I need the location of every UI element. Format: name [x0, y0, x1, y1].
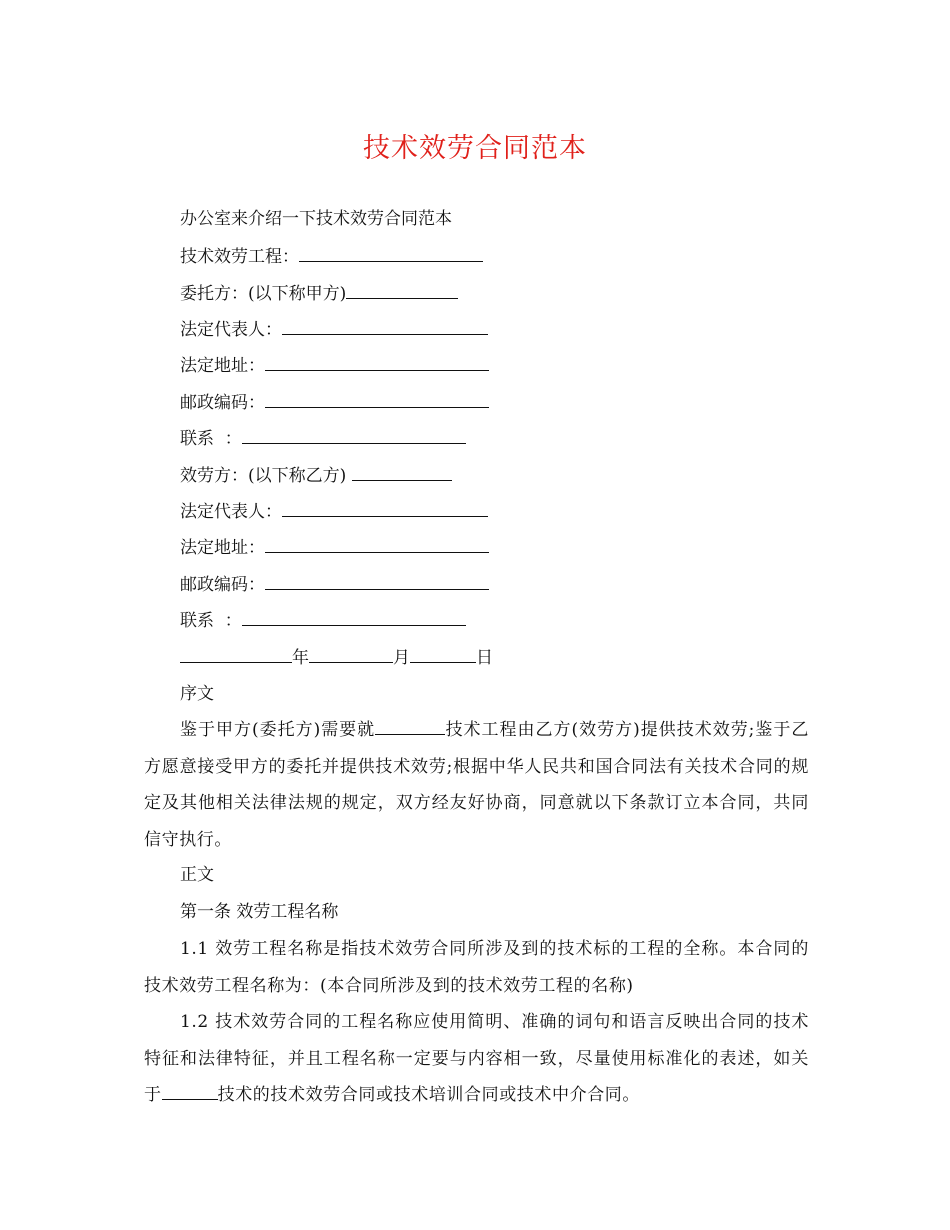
fill-blank[interactable]	[265, 391, 489, 408]
field-a-address	[180, 354, 489, 378]
field-label: 邮政编码：	[180, 393, 265, 413]
field-label: 邮政编码：	[180, 575, 265, 595]
field-service-project	[180, 245, 483, 269]
field-label: 法定地址：	[180, 356, 265, 376]
field-label: 法定代表人：	[180, 320, 282, 340]
field-b-address	[180, 536, 489, 560]
fill-blank[interactable]	[242, 427, 466, 444]
month-label: 月	[393, 648, 410, 668]
project-blank[interactable]	[375, 718, 445, 735]
technology-blank[interactable]	[162, 1083, 218, 1100]
field-b-legal-rep	[180, 500, 488, 524]
preamble-heading: 序文	[180, 684, 214, 704]
year-blank[interactable]	[180, 646, 292, 663]
year-label: 年	[292, 648, 309, 668]
field-a-contact	[180, 427, 466, 451]
article-1-heading: 第一条 效劳工程名称	[180, 902, 339, 922]
field-label: 法定地址：	[180, 538, 265, 558]
field-client	[180, 282, 458, 306]
field-label: 委托方：(以下称甲方)	[180, 284, 347, 304]
fill-blank[interactable]	[265, 573, 489, 590]
fill-blank[interactable]	[282, 500, 488, 517]
body-heading: 正文	[180, 865, 214, 885]
preamble-paragraph	[144, 712, 809, 858]
fill-blank[interactable]	[265, 536, 489, 553]
clause-1-2-text-1: 1.2 技术效劳合同的工程名称应使用简明、准确的词句和语言反映出合同的技术特征和法律特征，并且工程名称一定要与内容相一致，尽量使用标准化的表述，如关于	[144, 1012, 809, 1106]
fill-blank[interactable]	[282, 318, 488, 335]
field-label: 法定代表人：	[180, 502, 282, 522]
preamble-text-2: 技术工程由乙方(效劳方)提供技术效劳;鉴于乙方愿意接受甲方的委托并提供技术效劳;根据中华人民共和国合同法有关技术合同的规定及其他相关法律法规的规定，双方经友好协商，同意就以下条款订立本合同，共同信守执行。	[144, 720, 809, 850]
fill-blank[interactable]	[346, 282, 458, 299]
fill-blank[interactable]	[242, 609, 466, 626]
intro-line	[180, 207, 452, 231]
day-label: 日	[476, 648, 493, 668]
clause-1-2	[144, 1004, 809, 1114]
field-a-legal-rep	[180, 318, 488, 342]
clause-1-2-text-2: 技术的技术效劳合同或技术培训合同或技术中介合同。	[217, 1085, 641, 1106]
day-blank[interactable]	[410, 646, 476, 663]
preamble-text-1: 鉴于甲方(委托方)需要就	[180, 720, 376, 740]
month-blank[interactable]	[309, 646, 393, 663]
intro-text: 办公室来介绍一下技术效劳合同范本	[180, 209, 452, 229]
fill-blank[interactable]	[299, 245, 483, 262]
field-label: 技术效劳工程：	[180, 247, 299, 267]
field-b-postcode	[180, 573, 489, 597]
field-b-contact	[180, 609, 466, 633]
fill-blank[interactable]	[265, 354, 489, 371]
date-line	[180, 646, 493, 670]
field-label: 联系 ：	[180, 611, 242, 631]
field-provider	[180, 464, 452, 488]
fill-blank[interactable]	[352, 464, 452, 481]
document-title: 技术效劳合同范本	[363, 133, 587, 164]
field-a-postcode	[180, 391, 489, 415]
clause-1-1: 1.1 效劳工程名称是指技术效劳合同所涉及到的技术标的工程的全称。本合同的技术效劳工程名称为：(本合同所涉及到的技术效劳工程的名称)	[144, 939, 809, 996]
field-label: 效劳方：(以下称乙方)	[180, 466, 352, 486]
field-label: 联系 ：	[180, 429, 242, 449]
